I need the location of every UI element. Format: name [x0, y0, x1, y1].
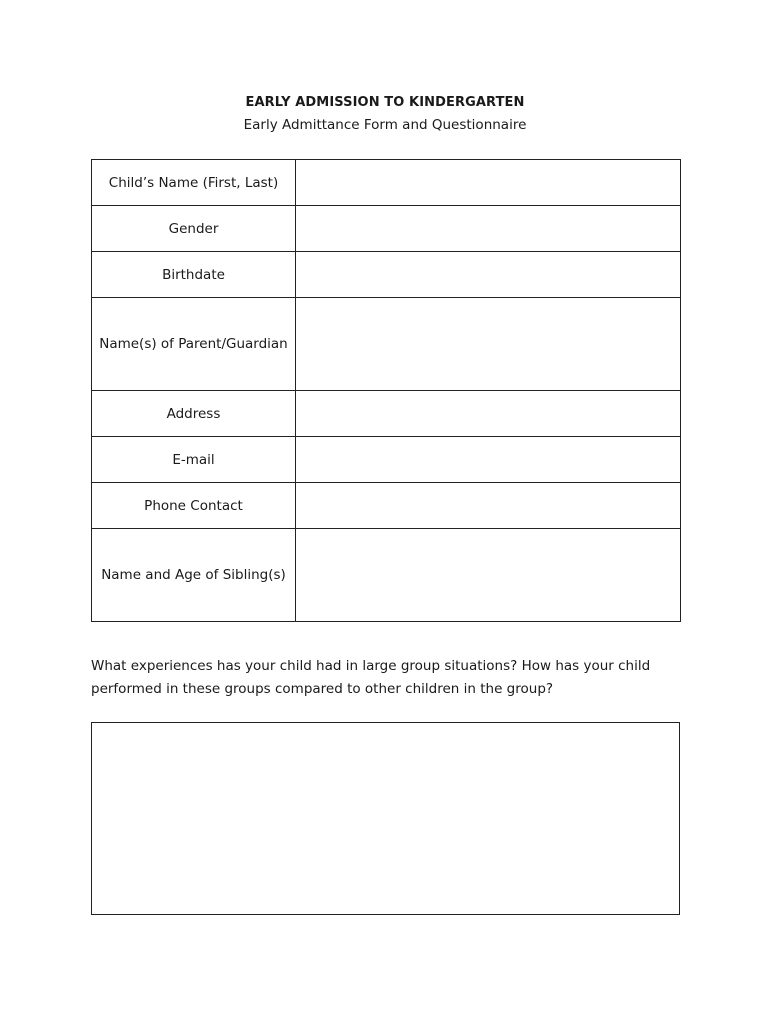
gender-label: Gender — [92, 206, 296, 252]
group-experience-question: What experiences has your child had in large group situations? How has your child performed in these groups compared to other children in the group? — [91, 658, 651, 697]
child-name-field[interactable] — [296, 160, 681, 206]
table-row — [92, 529, 681, 622]
parent-guardian-field[interactable] — [296, 298, 681, 391]
email-label: E-mail — [92, 437, 296, 483]
form-subtitle: Early Admittance Form and Questionnaire — [243, 117, 527, 133]
table-row — [92, 160, 681, 206]
address-label: Address — [92, 391, 296, 437]
parent-guardian-label: Name(s) of Parent/Guardian — [92, 298, 296, 391]
table-row — [92, 391, 681, 437]
phone-contact-field[interactable] — [296, 483, 681, 529]
birthdate-field[interactable] — [296, 252, 681, 298]
gender-field[interactable] — [296, 206, 681, 252]
table-row — [92, 437, 681, 483]
form-title: EARLY ADMISSION TO KINDERGARTEN — [245, 95, 525, 110]
table-row — [92, 206, 681, 252]
phone-contact-label: Phone Contact — [92, 483, 296, 529]
child-name-label: Child’s Name (First, Last) — [92, 160, 296, 206]
siblings-label: Name and Age of Sibling(s) — [92, 529, 296, 622]
siblings-field[interactable] — [296, 529, 681, 622]
table-row — [92, 298, 681, 391]
address-field[interactable] — [296, 391, 681, 437]
email-field[interactable] — [296, 437, 681, 483]
applicant-info-table — [91, 159, 681, 622]
group-experience-answer-box[interactable] — [91, 722, 680, 915]
table-row — [92, 252, 681, 298]
birthdate-label: Birthdate — [92, 252, 296, 298]
table-row — [92, 483, 681, 529]
